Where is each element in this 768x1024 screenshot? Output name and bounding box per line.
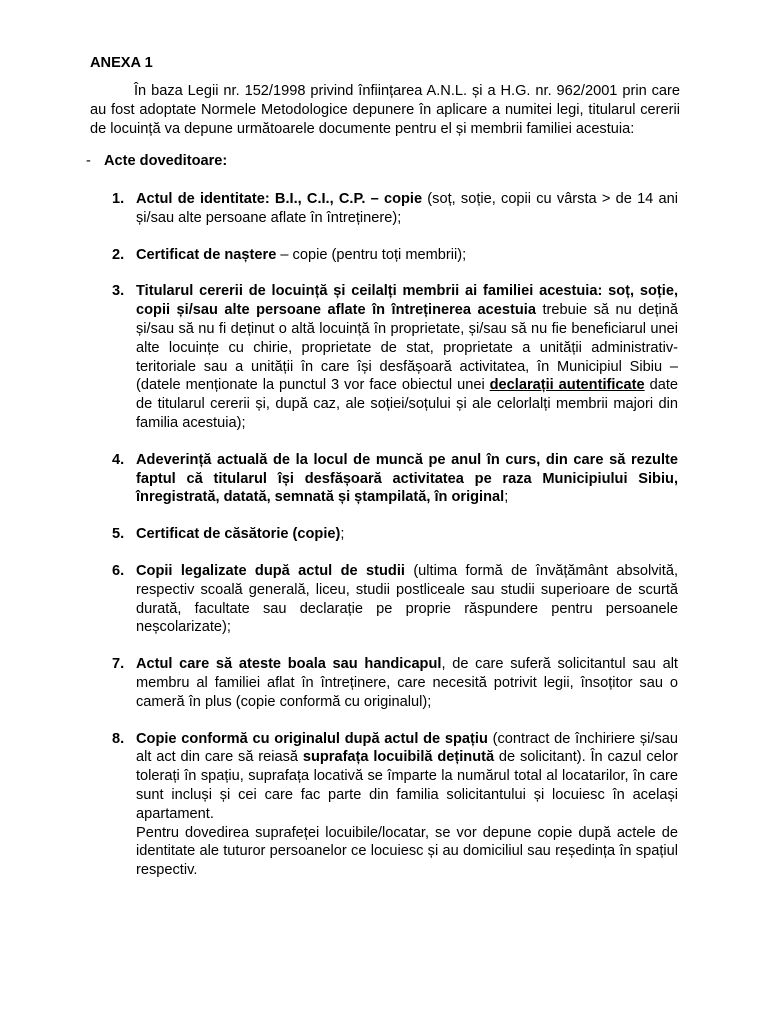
item-bold-text: Titularul cererii de locuință și ceilalți membrii ai familiei acestuia: soț, soție, copii și/sau alte persoane aflate în întreținerea acestuia — [136, 283, 678, 319]
intro-paragraph — [90, 82, 680, 138]
item-number: 8. — [112, 730, 125, 747]
item-text: (ultima formă de învățământ absolvită, respectiv scoală generală, liceu, studii postliceale sau studii superioare de scurtă durată, facultate sau declarație pe proprie răspundere pentru persoanele neșcolarizate); — [136, 562, 678, 636]
item-underlined-text: declarații autentificate — [489, 377, 645, 394]
item-text: (contract de închiriere și/sau alt act din care să reiasă — [136, 730, 678, 766]
item-text: ; — [340, 526, 345, 543]
item-bold-text: Actul care să ateste boala sau handicapul — [136, 656, 442, 673]
list-item-7 — [112, 655, 678, 711]
item-text: – copie (pentru toți membrii); — [276, 246, 467, 263]
list-item-6 — [112, 562, 678, 637]
documents-list — [112, 190, 678, 898]
section-title: Acte doveditoare: — [104, 153, 228, 169]
item-number: 3. — [112, 283, 125, 300]
item-number: 2. — [112, 246, 125, 263]
intro-text: În baza Legii nr. 152/1998 privind înființarea A.N.L. și a H.G. nr. 962/2001 prin care au fost adoptate Normele Metodologice depunere în aplicare a numitei legi, titularul cererii de locuință va depune următoarele documente pentru el și membrii familiei acestuia: — [90, 83, 680, 137]
item-number: 1. — [112, 191, 125, 207]
item-bold-text-2: suprafața locuibilă deținută — [302, 749, 495, 766]
item-number: 4. — [112, 451, 125, 468]
list-item-5 — [112, 525, 678, 544]
item-text-continued: de solicitant). În cazul celor tolerați în spațiu, suprafața locativă se împarte la numărul total al locatarilor, în care sunt incluși și cei care fac parte din familia solicitantului și locuiesc în același apartament. — [136, 749, 679, 822]
item-bold-text: Adeverință actuală de la locul de muncă pe anul în curs, din care să rezulte faptul că titularul își desfășoară activitatea pe raza Municipiului Sibiu, înregistrată, datată, semnată și ștampilată, în original — [136, 451, 678, 506]
section-heading — [86, 152, 227, 171]
item-text: (soț, soție, copii cu vârsta > de 14 ani și/sau alte persoane aflate în întreținere); — [136, 191, 679, 226]
item-paragraph-2: Pentru dovedirea suprafeței locuibile/locatar, se vor depune copie după actele de identitate ale tuturor persoanelor ce locuiesc și au domiciliul sau reședința în spațiul respectiv. — [136, 824, 678, 879]
item-bold-text: Copii legalizate după actul de studii — [136, 562, 405, 579]
item-text-continued: date de titularul cererii și, după caz, ale soției/soțului și ale celorlalți membrii majori din familia acestuia); — [136, 377, 678, 431]
list-item-2 — [112, 246, 678, 265]
item-bold-text: Actul de identitate: B.I., C.I., C.P. – copie — [136, 191, 423, 207]
item-bold-text: Certificat de naștere — [136, 246, 277, 263]
item-number: 6. — [112, 562, 125, 579]
list-item-3 — [112, 282, 678, 432]
list-item-1 — [112, 190, 678, 228]
item-text: , de care suferă solicitantul sau alt membru al familiei aflat în întreținere, care necesită potrivit legii, însoțitor sau o cameră în plus (copie conformă cu originalul); — [136, 656, 678, 710]
item-number: 5. — [112, 526, 125, 543]
item-bold-text: Certificat de căsătorie (copie) — [136, 526, 341, 543]
item-bold-text: Copie conformă cu originalul după actul de spațiu — [136, 730, 488, 747]
item-text: trebuie să nu dețină și/sau să nu fi deținut o altă locuință în proprietate, și/sau să nu fie beneficiarul unei alte locuințe cu chirie, proprietate de stat, proprietate a unității administrativ-teritoriale sau a unității în care își desfășoară activitatea, în Municipiul Sibiu – (datele menționate la punctul 3 vor face obiectul unei — [136, 302, 678, 394]
document-title: ANEXA 1 — [90, 55, 153, 71]
section-dash: - — [86, 153, 91, 169]
list-item-4 — [112, 451, 678, 507]
item-text: ; — [504, 489, 509, 506]
list-item-8 — [112, 730, 678, 880]
item-number: 7. — [112, 656, 125, 673]
